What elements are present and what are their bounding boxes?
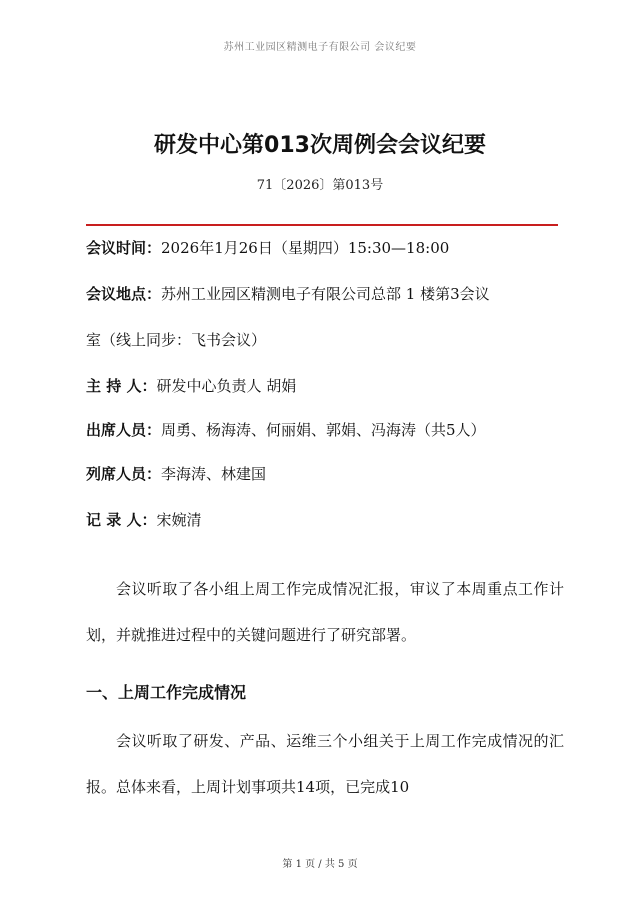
meeting-place-label: 会议地点： [86,285,162,303]
document-title: 研发中心第013次周例会会议纪要 [154,133,486,158]
page-footer: 第 1 页 / 共 5 页 [282,859,358,870]
meeting-host-value: 研发中心负责人 胡娟 [156,377,297,395]
red-divider [86,224,558,226]
meeting-host [86,376,564,396]
meeting-observers-value: 李海涛、林建国 [161,465,267,483]
meeting-recorder-label: 记 录 人： [86,511,157,529]
meeting-recorder-value: 宋婉清 [156,511,202,529]
section-paragraph: 会议听取了研发、产品、运维三个小组关于上周工作完成情况的汇报。总体来看，上周计划事项共14项，已完成10 [86,732,564,796]
meeting-recorder [86,510,564,530]
meeting-attendees-value: 周勇、杨海涛、何丽娟、郭娟、冯海涛（共5人） [161,421,486,439]
meeting-observers [86,464,564,484]
meeting-observers-label: 列席人员： [86,465,162,483]
document-number: 71〔2026〕第013号 [256,178,384,193]
meeting-attendees-label: 出席人员： [86,421,162,439]
section-heading: 一、上周工作完成情况 [86,683,247,702]
meeting-time [86,238,564,258]
meeting-place-continued: 室（线上同步：飞书会议） [86,331,267,349]
meeting-host-label: 主 持 人： [86,377,157,395]
meeting-time-label: 会议时间： [86,239,162,257]
meeting-attendees [86,420,564,440]
meeting-time-value: 2026年1月26日（星期四）15:30—18:00 [161,239,450,257]
meeting-place-value: 苏州工业园区精测电子有限公司总部 1 楼第3会议 [161,285,490,303]
page-header: 苏州工业园区精测电子有限公司 会议纪要 [223,42,417,53]
intro-paragraph: 会议听取了各小组上周工作完成情况汇报，审议了本周重点工作计划，并就推进过程中的关键问题进行了研究部署。 [86,580,564,644]
meeting-place [86,284,564,304]
